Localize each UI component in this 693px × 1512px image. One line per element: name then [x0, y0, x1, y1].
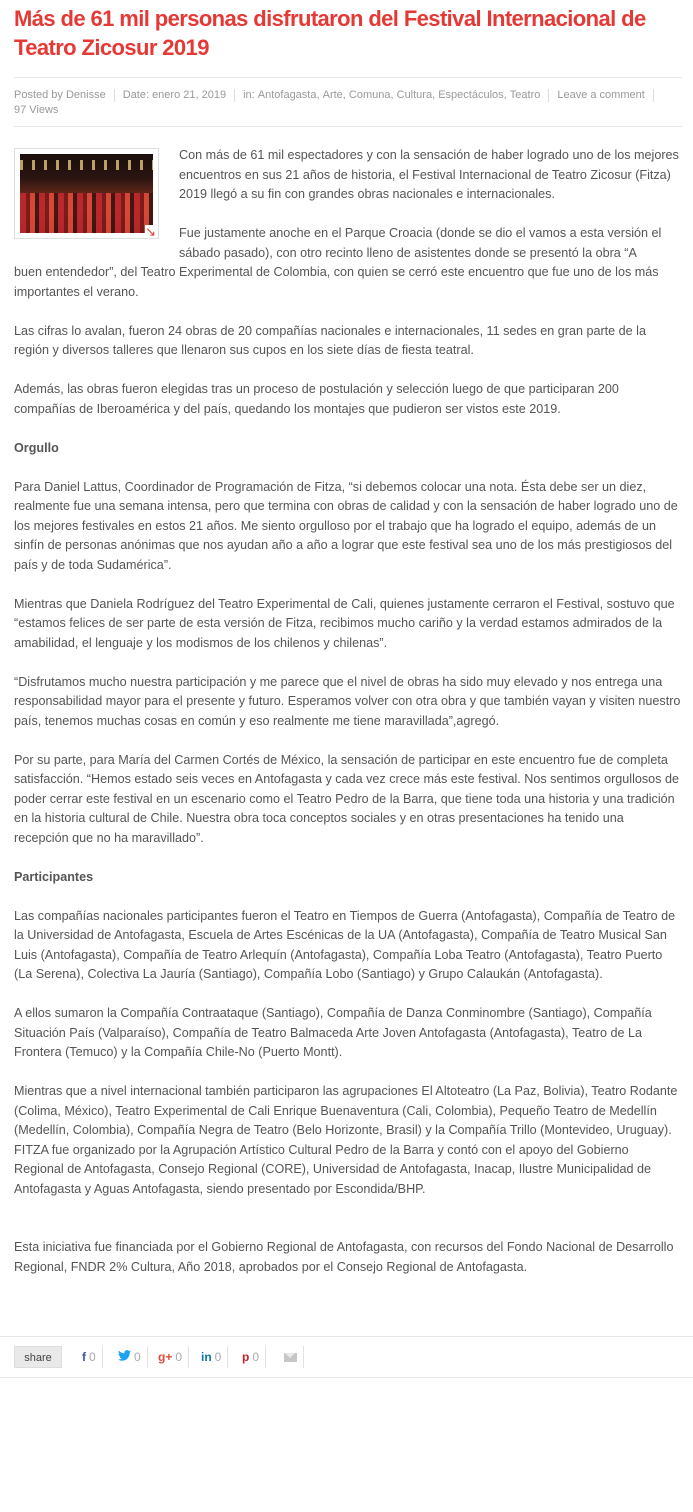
google-plus-icon: g+	[158, 1350, 173, 1364]
paragraph: Fue justamente anoche en el Parque Croacia (donde se dio el vamos a esta versión el sábado pasado), con otro recinto lleno de asistentes donde se presentó la obra “A	[179, 226, 662, 260]
twitter-share-count: 0	[134, 1350, 141, 1364]
divider	[188, 1346, 189, 1368]
google-plus-share-count: 0	[175, 1350, 183, 1364]
pinterest-share-count: 0	[252, 1350, 260, 1364]
paragraph: Además, las obras fueron elegidas tras un proceso de postulación y selección luego de que participaran 200 compañías de Iberoamérica y del país, quedando los montajes que pudieron ser vistos este 2019.	[14, 382, 619, 416]
section-heading-participantes: Participantes	[14, 869, 94, 884]
divider	[234, 89, 235, 102]
email-share-button[interactable]	[284, 1346, 297, 1368]
divider	[114, 89, 115, 102]
divider	[14, 126, 682, 127]
facebook-share-button[interactable]	[82, 1346, 96, 1368]
article-meta: Posted by Denisse Date: enero 21, 2019 in: Antofagasta , Arte , Comuna , Cultura , Espectáculos , Teatro Leave a comment 97 Views	[14, 88, 682, 118]
category-link-espectaculos[interactable]: Espectáculos	[438, 89, 504, 101]
facebook-icon: f	[82, 1350, 86, 1364]
paragraph: Las compañías nacionales participantes fueron el Teatro en Tiempos de Guerra (Antofagasta), Compañía de Teatro de la Universidad de Antofagasta, Escuela de Artes Escénicas de la UA (Antofagasta), Compañía de Teatro Musical San Luis (Antofagasta), Compañía de Teatro Arlequín (Antofagasta), Compañía Loba Teatro (Antofagasta), Teatro Puerto (La Serena), Colectiva La Jauría (Santiago), Compañía Lobo (Santiago) y Grupo Calaukán (Antofagasta).	[14, 908, 676, 981]
arrow-down-right-icon[interactable]: ↘	[145, 224, 156, 239]
categories-label: in:	[243, 89, 255, 101]
share-bar	[0, 1336, 693, 1378]
linkedin-share-button[interactable]	[201, 1346, 221, 1368]
category-link-antofagasta[interactable]: Antofagasta	[257, 89, 317, 101]
divider	[14, 77, 682, 78]
paragraph: Mientras que a nivel internacional también participaron las agrupaciones El Altoteatro (La Paz, Bolivia), Teatro Rodante (Colima, México), Teatro Experimental de Cali Enrique Buenaventura (Cali, Colombia), Pequeño Teatro de Medellín (Medellín, Colombia), Compañía Negra de Teatro (Belo Horizonte, Brasil) y la Compañía Trillo (Montevideo, Uruguay).	[14, 1084, 678, 1137]
paragraph: buen entendedor”, del Teatro Experimental de Colombia, con quien se cerró este encuentro que fue uno de los más importantes el verano.	[14, 265, 659, 299]
category-link-arte[interactable]: Arte	[322, 89, 343, 101]
divider	[102, 1346, 103, 1368]
divider	[303, 1346, 304, 1368]
divider	[0, 1336, 693, 1337]
view-count: 97 Views	[14, 104, 59, 116]
post-date: Date: enero 21, 2019	[122, 89, 227, 101]
paragraph: Con más de 61 mil espectadores y con la sensación de haber logrado uno de los mejores encuentros en sus 21 años de historia, el Festival Internacional de Teatro Zicosur (Fitza) 2019 llegó a su fin con grandes obras nacionales e internacionales.	[179, 148, 679, 201]
category-link-cultura[interactable]: Cultura	[396, 89, 433, 101]
paragraph: Las cifras lo avalan, fueron 24 obras de 20 compañías nacionales e internacionales, 11 sedes en gran parte de la región y diversos talleres que llenaron sus cupos en los siete días de fiesta teatral.	[14, 323, 646, 357]
divider	[265, 1346, 266, 1368]
paragraph: FITZA fue organizado por la Agrupación Artístico Cultural Pedro de la Barra y contó con el apoyo del Gobierno Regional de Antofagasta, Consejo Regional (CORE), Universidad de Antofagasta, Inacap, Ilustre Municipalidad de Antofagasta y Aguas Antofagasta, siendo presentado por Escondida/BHP.	[14, 1142, 652, 1196]
twitter-share-button[interactable]	[118, 1346, 141, 1368]
facebook-share-count: 0	[89, 1350, 96, 1364]
divider	[0, 1377, 693, 1378]
paragraph: Por su parte, para María del Carmen Cortés de México, la sensación de participar en este encuentro fue de completa satisfacción. “Hemos estado seis veces en Antofagasta y cada vez crece más este festival. Nos sentimos orgullosos de poder cerrar este festival en un escenario como el Teatro Pedro de la Barra, que tiene toda una historia y una tradición en la historia cultural de Chile. Nuestra obra toca conceptos sociales y en otras presentaciones ha tenido una recepción que no ha maravillado”.	[14, 752, 679, 845]
linkedin-icon: in	[201, 1350, 212, 1364]
leave-comment-link[interactable]: Leave a comment	[557, 89, 645, 101]
category-link-teatro[interactable]: Teatro	[509, 89, 541, 101]
article-body	[14, 146, 681, 1297]
pinterest-share-button[interactable]	[242, 1346, 259, 1368]
divider	[653, 89, 654, 102]
divider	[227, 1346, 228, 1368]
paragraph: “Disfrutamos mucho nuestra participación y me parece que el nivel de obras ha sido muy elevado y nos entrega una responsabilidad mayor para el presente y futuro. Esperamos volver con otra obra y que también vayan y visiten nuestro país, tenemos muchas cosas en común y eso realmente me tiene maravillada”,agregó.	[14, 674, 681, 728]
section-heading-orgullo: Orgullo	[14, 440, 59, 455]
posted-by[interactable]: Posted by Denisse	[14, 89, 106, 101]
pinterest-icon: p	[242, 1350, 250, 1364]
divider	[147, 1346, 148, 1368]
linkedin-share-count: 0	[214, 1350, 222, 1364]
article-title[interactable]: Más de 61 mil personas disfrutaron del Festival Internacional de Teatro Zicosur 2019	[14, 6, 646, 60]
divider	[548, 89, 549, 102]
paragraph: Para Daniel Lattus, Coordinador de Programación de Fitza, “si debemos colocar una nota. Ésta debe ser un diez, realmente fue una semana intensa, pero que termina con obras de calidad y con la sensación de haber logrado uno de los mejores festivales en estos 21 años. Me siento orgulloso por el trabajo que ha logrado el equipo, además de un sinfín de personas anónimas que nos ayudan año a año a lograr que este festival sea uno de los más prestigiosos del país y de toda Sudamérica”.	[14, 479, 678, 572]
share-button[interactable]: share	[14, 1346, 62, 1368]
google-plus-share-button[interactable]	[158, 1346, 182, 1368]
paragraph: Mientras que Daniela Rodríguez del Teatro Experimental de Cali, quienes justamente cerraron el Festival, sostuvo que “estamos felices de ser parte de esta versión de Fitza, recibimos mucho cariño y la verdad estamos admirados de la amabilidad, el lenguaje y los modismos de los chilenos y chilenas”.	[14, 596, 675, 650]
paragraph: A ellos sumaron la Compañía Contraataque (Santiago), Compañía de Danza Conminombre (Santiago), Compañía Situación País (Valparaíso), Compañía de Teatro Balmaceda Arte Joven Antofagasta (Antofagasta), Teatro de La Frontera (Temuco) y la Compañía Chile-No (Puerto Montt).	[14, 1006, 652, 1059]
twitter-icon	[118, 1350, 131, 1364]
email-icon	[284, 1353, 297, 1362]
paragraph: Esta iniciativa fue financiada por el Gobierno Regional de Antofagasta, con recursos del Fondo Nacional de Desarrollo Regional, FNDR 2% Cultura, Año 2018, aprobados por el Consejo Regional de Antofagasta.	[14, 1240, 674, 1274]
category-link-comuna[interactable]: Comuna	[348, 89, 391, 101]
